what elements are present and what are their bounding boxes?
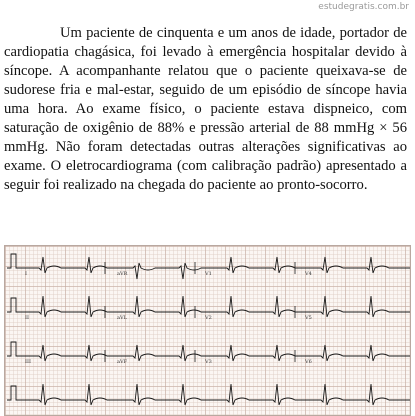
lead-label-v4: V4 — [305, 271, 312, 277]
question-text: Um paciente de cinquenta e um anos de idade, portador de cardiopatia chagásica, foi levado à emergência hospitalar devido à síncope. A acompanhante relatou que o paciente queixava-se de sudorese fria e mal-estar, seguido de um episódio de síncope havia uma hora. Ao exame físico, o paciente estava dispneico, com saturação de oxigênio de 88% e pressão arterial de 88 mmHg × 56 mmHg. Não foram detectadas outras alterações significativas ao exame. O eletrocardiograma (com calibração padrão) apresentado a seguir foi realizado na chegada do paciente ao pronto-socorro. — [4, 25, 407, 193]
lead-label-v5: V5 — [305, 315, 312, 321]
lead-label-avl: aVL — [117, 315, 127, 321]
lead-label-avf: aVF — [117, 359, 128, 365]
ecg-trace-rhythm — [7, 384, 411, 405]
lead-label-v1: V1 — [205, 271, 212, 277]
ecg-tracing — [4, 245, 411, 416]
lead-label-v2: V2 — [205, 315, 212, 321]
lead-label-ii: II — [25, 315, 29, 321]
lead-label-iii: III — [25, 359, 31, 365]
site-watermark: estudegratis.com.br — [318, 2, 409, 12]
lead-label-v6: V6 — [305, 359, 312, 365]
lead-label-v3: V3 — [205, 359, 212, 365]
lead-label-i: I — [25, 271, 27, 277]
ecg-trace-row2 — [7, 296, 411, 317]
lead-label-avr: aVR — [117, 271, 128, 277]
